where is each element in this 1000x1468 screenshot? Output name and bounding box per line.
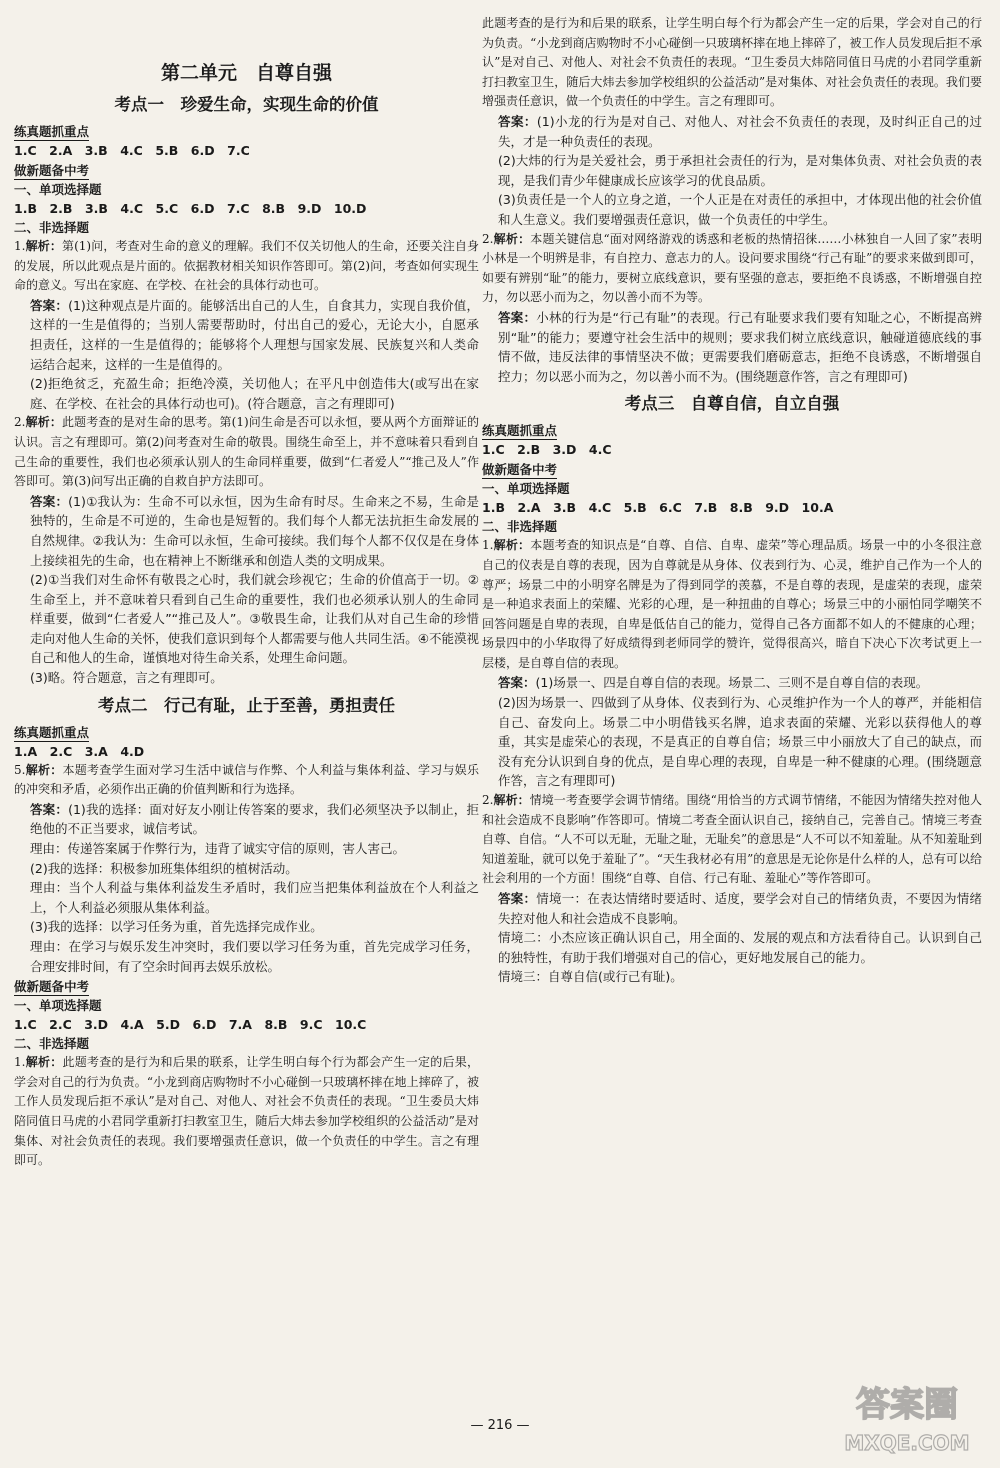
s1-q2-answer-2: (2)①当我们对生命怀有敬畏之心时，我们就会珍视它；生命的价值高于一切。②生命至上，并不意味着只看到自己生命的重要性，我们也必须承认别人的生命同样重要，做到“仁者爱人”“推己及人”。③敬畏生命，让我们从对自己生命的珍惜走向对他人生命的关怀，使我们意识到每个人都需要与他人共同生活。④不能漠视自己和他人的生命，谨慎地对待生命关系，处理生命问题。 [30,572,479,666]
section-3-title: 考点三 自尊自信，自立自强 [624,394,840,414]
single-choice-label: 一、单项选择题 [14,182,102,197]
s2-q5-reason-1: 理由：传递答案属于作弊行为，违背了诚实守信的原则，害人害己。 [30,841,406,857]
s2-q1-analysis-continued: 此题考查的是行为和后果的联系，让学生明白每个行为都会产生一定的后果，学会对自己的行为负责。“小龙到商店购物时不小心碰倒一只玻璃杯摔在地上摔碎了，被工作人员发现后拒不承认”是对自己、对他人、对社会不负责任的表现。“卫生委员大炜陪同值日马虎的小君同学重新打扫教室卫生，随后大炜去参加学校组织的公益活动”是对集体、对社会负责任的表现。我们要增强责任意识，做一个负责任的中学生。言之有理即可。 [482,16,982,109]
s1-q1-answer: 答案：(1)这种观点是片面的。能够活出自己的人生，自食其力，实现自我价值，这样的一生是值得的；当别人需要帮助时，付出自己的爱心，无论大小，自愿承担责任，这样的一生是值得的；能够将个人理想与国家发展、民族复兴和人类命运结合起来，这样的一生是值得的。 [30,297,479,372]
watermark-url: MXQE.COM [844,1431,970,1455]
section-1-title: 考点一 珍爱生命，实现生命的价值 [114,95,379,114]
s3-q1-analysis: 1.解析：本题考查的知识点是“自尊、自信、自卑、虚荣”等心理品质。场景一中的小冬很注意自己的仪表是自尊的表现，因为自尊就是从身体、仪表到行为、心灵，维护自己作为一个人的尊严；场景二中的小明穿名牌是为了得到同学的羡慕，不是自尊的表现，是虚荣的表现，虚荣是一种追求表面上的荣耀、光彩的心理，是一种扭曲的自尊心；场景三中的小丽怕同学嘲笑不回答问题是自卑的表现，自卑是低估自己的能力，觉得自己各方面都不如人的不健康的心理；场景四中的小华取得了好成绩得到老师同学的赞许，觉得很高兴，暗自下决心下次考试更上一层楼，是自尊自信的表现。 [482,538,982,670]
watermark-logo [832,1372,982,1460]
s1-q2-answer-3: (3)略。符合题意，言之有理即可。 [30,670,223,686]
s3-q1-answer: 答案：(1)场景一、四是自尊自信的表现。场景二、三则不是自尊自信的表现。 [498,675,929,691]
s2-q5-reason-3: 理由：在学习与娱乐发生冲突时，我们要以学习任务为重，首先完成学习任务，合理安排时间，有了空余时间再去娱乐放松。 [30,939,479,974]
s2-q2-analysis: 2.解析：本题关键信息“面对网络游戏的诱惑和老板的热情招徕……小林独自一人回了家”表明小林是一个明辨是非，有自控力、意志力的人。设问要求围绕“行己有耻”的要求来做到即可，如要有辨别“耻”的能力，要树立底线意识，要有坚强的意志，要拒绝不良诱惑，不断增强自控力，勿以恶小而为之，勿以善小而不为等。 [482,231,982,305]
s3-q2-analysis: 2.解析：情境一考查要学会调节情绪。围绕“用恰当的方式调节情绪，不能因为情绪失控对他人和社会造成不良影响”作答即可。情境二考查全面认识自己，接纳自己，完善自己。情境三考查自尊、自信。“人不可以无耻，无耻之耻，无耻矣”的意思是“人不可以不知羞耻。从不知羞耻到知道羞耻，就可以免于羞耻了”。“天生我材必有用”的意思是无论你是什么样的人，总有可以给社会利用的一个方面！围绕“自尊、自信、行己有耻、羞耻心”等作答即可。 [482,793,982,886]
s1-q1-analysis: 1.解析：第(1)问，考查对生命的意义的理解。我们不仅关切他人的生命，还要关注自身的发展，所以此观点是片面的。依据教材相关知识作答即可。第(2)问，考查如何实现生命的意义。写出在家庭、在学校、在社会的具体行动也可。 [14,239,479,293]
s1-q1-answer-2: (2)拒绝贫乏，充盈生命；拒绝冷漠，关切他人；在平凡中创造伟大(或写出在家庭、在学校、在社会的具体行动也可)。(符合题意，言之有理即可) [30,376,479,411]
s2-q5-answer-3: (3)我的选择：以学习任务为重，首先选择完成作业。 [30,919,323,935]
s3-single-answers: 1.B 2.A 3.B 4.C 5.B 6.C 7.B 8.B 9.D 10.A [482,500,834,516]
s3-q2-answer-3: 情境三：自尊自信(或行己有耻)。 [498,969,683,985]
s2-q5-answer-2: (2)我的选择：积极参加班集体组织的植树活动。 [30,860,298,876]
s3-q1-answer-2: (2)因为场景一、四做到了从身体、仪表到行为、心灵维护作为一个人的尊严，并能相信自己、奋发向上。场景二中小明借钱买名牌，追求表面的荣耀、光彩以获得他人的尊重，其实是虚荣心的表现，不是真正的自尊自信；场景三中小丽放大了自己的缺点，而没有充分认识到自身的优点，是自卑心理的表现，自卑是一种不健康的心理。(围绕题意作答，言之有理即可) [498,695,982,789]
unit-title: 第二单元 自尊自强 [160,62,332,84]
s2-q1-answer-2: (2)大炜的行为是关爱社会，勇于承担社会责任的行为，是对集体负责、对社会负责的表现，是我们青少年健康成长应该学习的优良品质。 [498,153,982,188]
s2-practice-answers: 1.A 2.C 3.A 4.D [14,743,145,759]
new-questions-label: 做新题备中考 [14,979,90,995]
practice-label: 练真题抓重点 [14,124,90,139]
s2-single-answers: 1.C 2.C 3.D 4.A 5.D 6.D 7.A 8.B 9.C 10.C [14,1017,367,1033]
left-column [14,0,479,1468]
s1-single-answers: 1.B 2.B 3.B 4.C 5.C 6.D 7.C 8.B 9.D 10.D [14,201,367,216]
practice-label: 练真题抓重点 [14,724,90,740]
non-choice-label: 二、非选择题 [14,220,90,235]
single-choice-label: 一、单项选择题 [14,998,102,1014]
page-number: — 216 — [470,1418,530,1433]
s1-q2-answer: 答案：(1)①我认为：生命不可以永恒，因为生命有时尽。生命来之不易，生命是独特的，生命是不可逆的，生命也是短暂的。我们每个人都无法抗拒生命发展的自然规律。②我认为：生命可以永恒，生命可接续。我们每个人都不仅仅是在身体上接续祖先的生命，也在精神上不断继承和创造人类的文明成果。 [30,493,479,568]
s2-q5-answer: 答案：(1)我的选择：面对好友小刚让传答案的要求，我们必须坚决予以制止，拒绝他的不正当要求，诚信考试。 [30,801,479,837]
s2-q1-answer: 答案：(1)小龙的行为是对自己、对他人、对社会不负责任的表现，及时纠正自己的过失，才是一种负责任的表现。 [498,114,982,149]
s2-q1-analysis: 1.解析：此题考查的是行为和后果的联系，让学生明白每个行为都会产生一定的后果，学会对自己的行为负责。“小龙到商店购物时不小心碰倒一只玻璃杯摔在地上摔碎了，被工作人员发现后拒不承认”是对自己、对他人、对社会不负责任的表现。“卫生委员大炜陪同值日马虎的小君同学重新打扫教室卫生，随后大炜去参加学校组织的公益活动”是对集体、对社会负责任的表现。我们要增强责任意识，做一个负责任的中学生。言之有理即可。 [14,1055,479,1168]
s2-q5-analysis: 5.解析：本题考查学生面对学习生活中诚信与作弊、个人利益与集体利益、学习与娱乐的冲突和矛盾，必须作出正确的价值判断和行为选择。 [14,762,479,797]
s2-q1-answer-3: (3)负责任是一个人的立身之道，一个人正是在对责任的承担中，才体现出他的社会价值和人生意义。我们要增强责任意识，做一个负责任的中学生。 [498,192,982,227]
non-choice-label: 二、非选择题 [482,519,558,535]
s3-practice-answers: 1.C 2.B 3.D 4.C [482,442,612,458]
section-2-title: 考点二 行己有耻，止于至善，勇担责任 [98,695,395,715]
s2-q2-answer: 答案：小林的行为是“行己有耻”的表现。行己有耻要求我们要有知耻之心，不断提高辨别“耻”的能力；要遵守社会生活中的规则；要求我们树立底线意识，触碰道德底线的事情不做，违反法律的事情坚决不做；更需要我们磨砺意志，拒绝不良诱惑，不断增强自控力；勿以恶小而为之，勿以善小而不为。(围绕题意作答，言之有理即可) [498,309,982,384]
single-choice-label: 一、单项选择题 [482,481,570,497]
new-questions-label: 做新题备中考 [482,462,558,478]
watermark-text: 答案圈 [856,1385,958,1425]
practice-label: 练真题抓重点 [482,423,558,439]
s1-practice-answers: 1.C 2.A 3.B 4.C 5.B 6.D 7.C [14,143,250,158]
s3-q2-answer-2: 情境二：小杰应该正确认识自己，用全面的、发展的观点和方法看待自己。认识到自己的独特性，有助于我们增强对自己的信心，更好地发展自己的能力。 [498,930,982,965]
s3-q2-answer: 答案：情境一：在表达情绪时要适时、适度，要学会对自己的情绪负责，不要因为情绪失控对他人和社会造成不良影响。 [498,891,982,926]
s1-q2-analysis: 2.解析：此题考查的是对生命的思考。第(1)问生命是否可以永恒，要从两个方面辩证的认识。言之有理即可。第(2)问考查对生命的敬畏。围绕生命至上，并不意味着只看到自己生命的重要性，我们也必须承认别人的生命同样重要，做到“仁者爱人”“推己及人”作答即可。第(3)问写出正确的自救自护方法即可。 [14,415,479,489]
new-questions-label: 做新题备中考 [14,163,90,178]
s2-q5-reason-2: 理由：当个人利益与集体利益发生矛盾时，我们应当把集体利益放在个人利益之上，个人利益必须服从集体利益。 [30,880,479,915]
non-choice-label: 二、非选择题 [14,1036,90,1052]
right-column [482,0,982,1468]
